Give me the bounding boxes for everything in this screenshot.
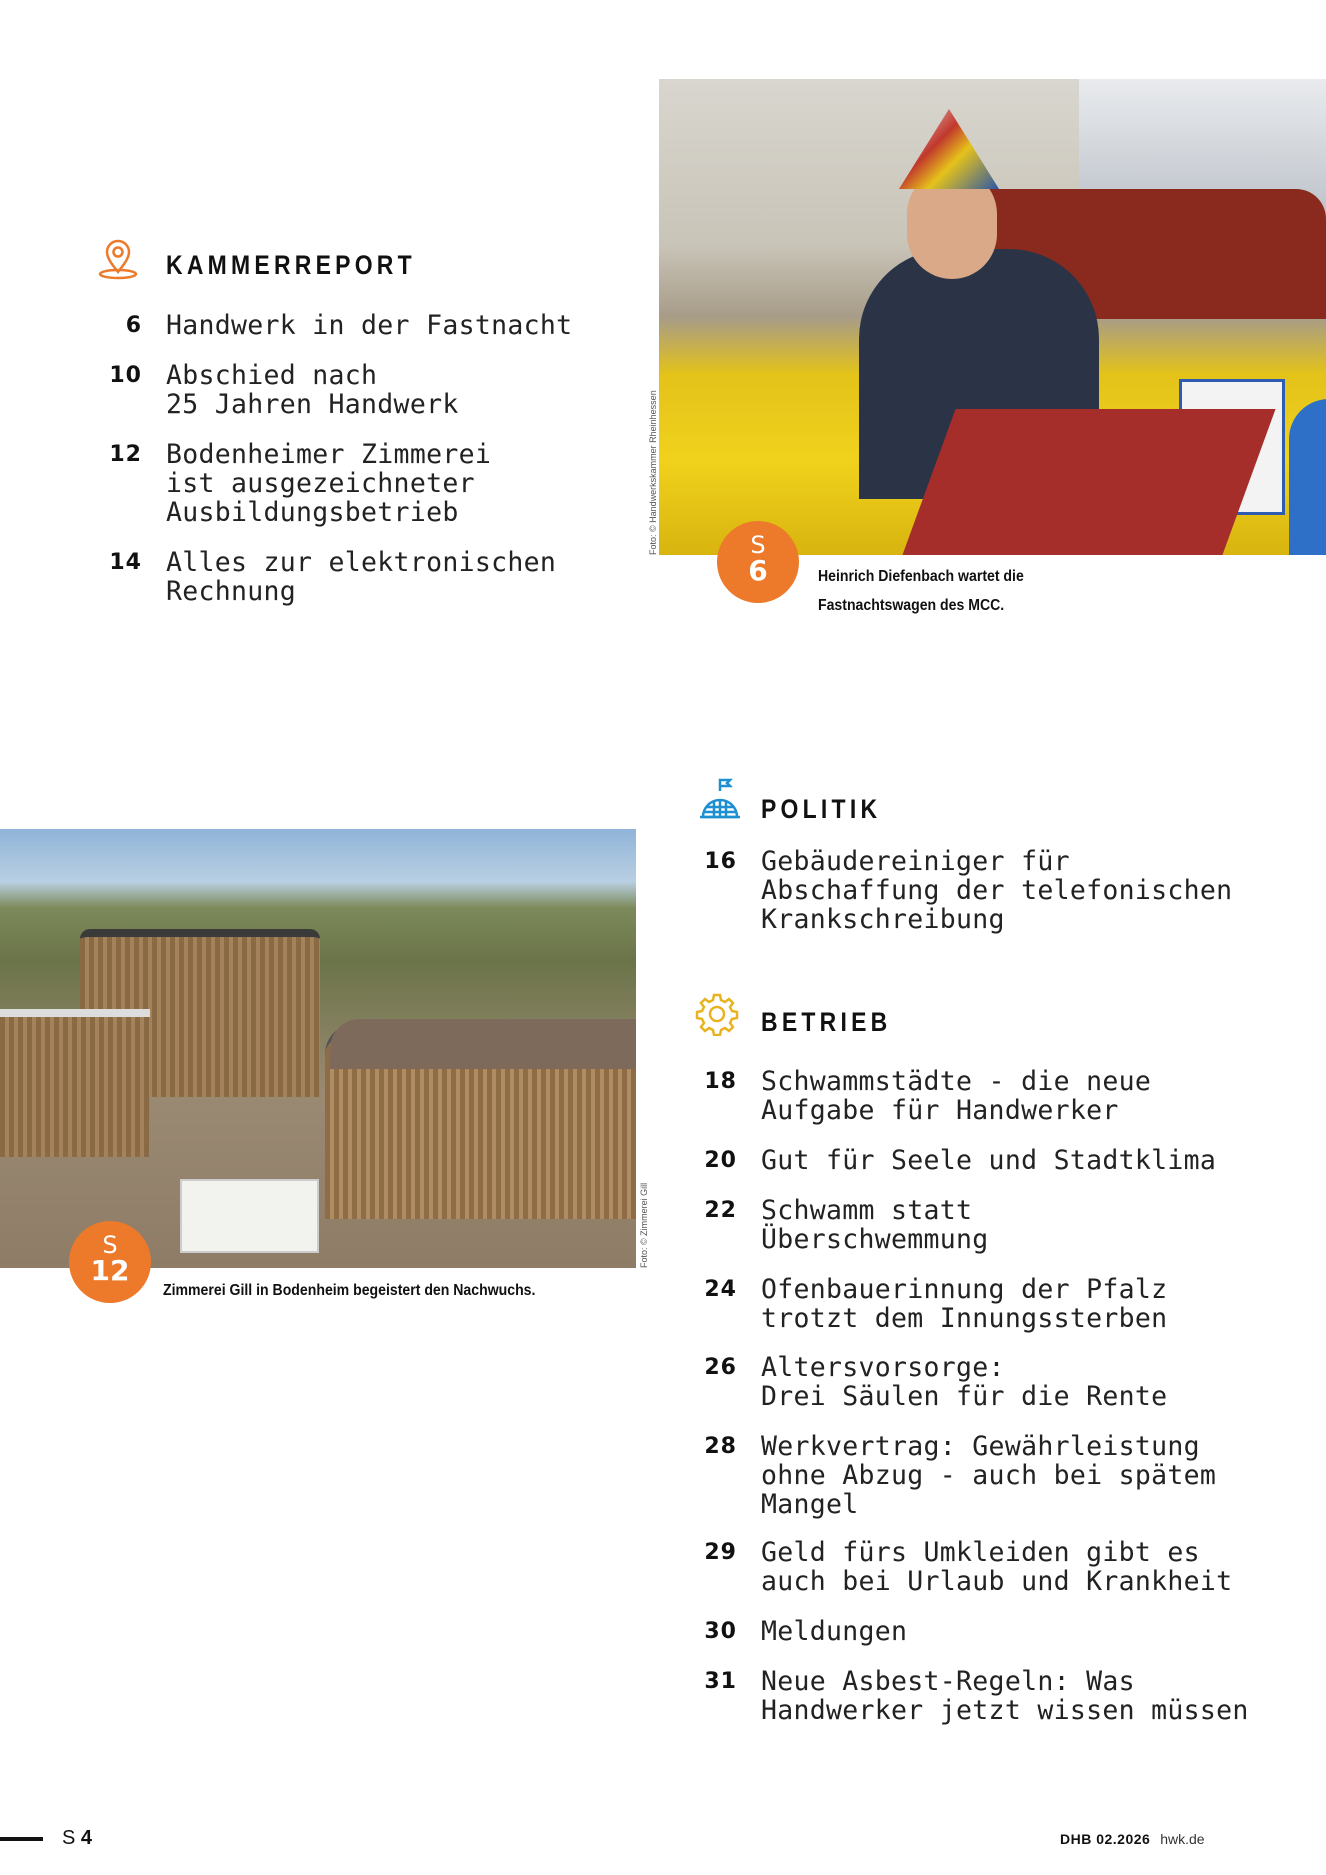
toc-page-number: 29: [704, 1540, 737, 1565]
toc-page-number: 6: [125, 313, 142, 338]
footer-site[interactable]: hwk.de: [1160, 1831, 1205, 1847]
toc-title: Gebäudereiniger für Abschaffung der telefonischen Krankschreibung: [761, 846, 1233, 935]
photo-credit-bottom: Foto: © Zimmerei Gill: [639, 1182, 649, 1268]
toc-page-number: 26: [704, 1355, 737, 1380]
toc-item[interactable]: [677, 1067, 1151, 1125]
footer-page: [62, 1827, 92, 1850]
badge-page: 6: [748, 554, 768, 587]
toc-title: Gut für Seele und Stadtklima: [761, 1145, 1217, 1176]
photo-credit-top: Foto: © Handwerkskammer Rheinhessen: [648, 390, 658, 555]
footer-issue-label: DHB 02.2026: [1060, 1831, 1151, 1847]
toc-title: Ofenbauerinnung der Pfalz trotzt dem Innungssterben: [761, 1274, 1168, 1334]
toc-item[interactable]: [677, 1353, 1167, 1411]
toc-page-number: 18: [704, 1069, 737, 1094]
photo-caption-bottom: Zimmerei Gill in Bodenheim begeistert den Nachwuchs.: [163, 1282, 536, 1299]
dome-flag-icon: [698, 777, 742, 821]
page-badge-6[interactable]: [717, 521, 799, 603]
toc-page-number: 16: [704, 849, 737, 874]
footer-page-number: 4: [80, 1827, 93, 1849]
toc-title: Handwerk in der Fastnacht: [166, 310, 573, 341]
badge-prefix: S: [750, 531, 766, 559]
toc-title: Abschied nach 25 Jahren Handwerk: [166, 360, 459, 420]
toc-page-number: 31: [704, 1669, 737, 1694]
toc-page-number: 24: [704, 1277, 737, 1302]
footer-rule: [0, 1837, 43, 1841]
toc-page-number: 10: [109, 363, 142, 388]
toc-item[interactable]: [677, 1196, 989, 1254]
toc-title: Alles zur elektronischen Rechnung: [166, 547, 557, 607]
toc-page-number: 14: [109, 550, 142, 575]
toc-title: Altersvorsorge: Drei Säulen für die Rente: [761, 1352, 1168, 1412]
toc-item[interactable]: [677, 1617, 907, 1646]
map-pin-icon: [97, 238, 139, 280]
toc-page-number: 12: [109, 442, 142, 467]
toc-title: Schwamm statt Überschwemmung: [761, 1195, 989, 1255]
page-badge-12[interactable]: [69, 1221, 151, 1303]
toc-title: Werkvertrag: Gewährleistung ohne Abzug - auch bei spätem Mangel: [761, 1431, 1217, 1520]
toc-item[interactable]: [82, 311, 572, 340]
toc-item[interactable]: [82, 361, 459, 419]
toc-page-number: 22: [704, 1198, 737, 1223]
toc-item[interactable]: [677, 1432, 1216, 1519]
toc-item[interactable]: [82, 548, 556, 606]
footer-page-prefix: S: [62, 1827, 76, 1849]
section-heading-kammerreport: KAMMERREPORT: [166, 250, 416, 280]
badge-page: 12: [90, 1254, 130, 1287]
section-heading-betrieb: BETRIEB: [761, 1007, 892, 1037]
toc-item[interactable]: [677, 1275, 1167, 1333]
badge-prefix: S: [102, 1231, 118, 1259]
toc-page-number: 28: [704, 1434, 737, 1459]
photo-fastnacht: [659, 79, 1326, 559]
gear-icon: [695, 992, 739, 1036]
toc-item[interactable]: [82, 440, 491, 527]
toc-item[interactable]: [677, 1538, 1232, 1596]
toc-page-number: 30: [704, 1619, 737, 1644]
footer-issue: [1060, 1831, 1205, 1847]
photo-caption-top: Heinrich Diefenbach wartet die Fastnachtswagen des MCC.: [818, 568, 1024, 614]
toc-page-number: 20: [704, 1148, 737, 1173]
photo-zimmerei: [0, 829, 636, 1268]
toc-title: Meldungen: [761, 1616, 908, 1647]
toc-title: Schwammstädte - die neue Aufgabe für Handwerker: [761, 1066, 1152, 1126]
toc-item[interactable]: [677, 1667, 1249, 1725]
toc-item[interactable]: [677, 1146, 1216, 1175]
toc-title: Bodenheimer Zimmerei ist ausgezeichneter Ausbildungsbetrieb: [166, 439, 492, 528]
section-heading-politik: POLITIK: [761, 794, 882, 824]
toc-item[interactable]: [677, 847, 1232, 934]
toc-title: Geld fürs Umkleiden gibt es auch bei Urlaub und Krankheit: [761, 1537, 1233, 1597]
toc-title: Neue Asbest-Regeln: Was Handwerker jetzt wissen müssen: [761, 1666, 1249, 1726]
